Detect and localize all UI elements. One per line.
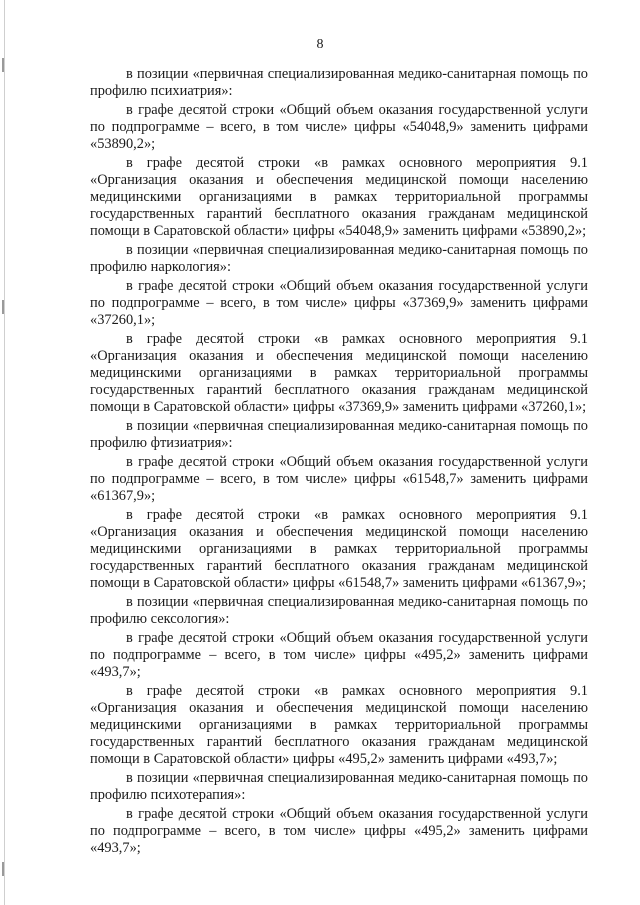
page-number: 8 bbox=[316, 37, 324, 52]
paragraph: в графе десятой строки «в рамках основного мероприятия 9.1 «Организация оказания и обеспечения медицинской помощи населению медицинскими организациями в рамках территориальной программы государственных гарантий бесплатного оказания гражданам медицинской помощи в Саратовской области» цифры «37369,9» заменить цифрами «37260,1»; bbox=[90, 331, 588, 415]
paragraph: в графе десятой строки «в рамках основного мероприятия 9.1 «Организация оказания и обеспечения медицинской помощи населению медицинскими организациями в рамках территориальной программы государственных гарантий бесплатного оказания гражданам медицинской помощи в Саратовской области» цифры «495,2» заменить цифрами «493,7»; bbox=[90, 683, 588, 767]
paragraph: в графе десятой строки «Общий объем оказания государственной услуги по подпрограмме – всего, в том числе» цифры «495,2» заменить цифрами «493,7»; bbox=[90, 806, 588, 856]
paragraph: в графе десятой строки «Общий объем оказания государственной услуги по подпрограмме – всего, в том числе» цифры «61548,7» заменить цифрами «61367,9»; bbox=[90, 454, 588, 504]
paragraph: в позиции «первичная специализированная медико-санитарная помощь по профилю психиатрия»: bbox=[90, 66, 588, 99]
paragraph: в графе десятой строки «Общий объем оказания государственной услуги по подпрограмме – всего, в том числе» цифры «54048,9» заменить цифрами «53890,2»; bbox=[90, 102, 588, 152]
scan-edge-mark bbox=[2, 862, 4, 876]
scan-edge-mark bbox=[2, 300, 4, 314]
paragraph: в позиции «первичная специализированная медико-санитарная помощь по профилю наркология»: bbox=[90, 242, 588, 275]
paragraph: в графе десятой строки «Общий объем оказания государственной услуги по подпрограмме – всего, в том числе» цифры «37369,9» заменить цифрами «37260,1»; bbox=[90, 278, 588, 328]
paragraph: в графе десятой строки «в рамках основного мероприятия 9.1 «Организация оказания и обеспечения медицинской помощи населению медицинскими организациями в рамках территориальной программы государственных гарантий бесплатного оказания гражданам медицинской помощи в Саратовской области» цифры «61548,7» заменить цифрами «61367,9»; bbox=[90, 507, 588, 591]
scan-edge-mark bbox=[2, 58, 4, 72]
paragraph: в позиции «первичная специализированная медико-санитарная помощь по профилю психотерапия»: bbox=[90, 770, 588, 803]
document-body bbox=[90, 66, 588, 859]
scan-left-edge bbox=[4, 0, 5, 905]
paragraph: в позиции «первичная специализированная медико-санитарная помощь по профилю фтизиатрия»: bbox=[90, 418, 588, 451]
paragraph: в позиции «первичная специализированная медико-санитарная помощь по профилю сексология»: bbox=[90, 594, 588, 627]
paragraph: в графе десятой строки «в рамках основного мероприятия 9.1 «Организация оказания и обеспечения медицинской помощи населению медицинскими организациями в рамках территориальной программы государственных гарантий бесплатного оказания гражданам медицинской помощи в Саратовской области» цифры «54048,9» заменить цифрами «53890,2»; bbox=[90, 155, 588, 239]
paragraph: в графе десятой строки «Общий объем оказания государственной услуги по подпрограмме – всего, в том числе» цифры «495,2» заменить цифрами «493,7»; bbox=[90, 630, 588, 680]
